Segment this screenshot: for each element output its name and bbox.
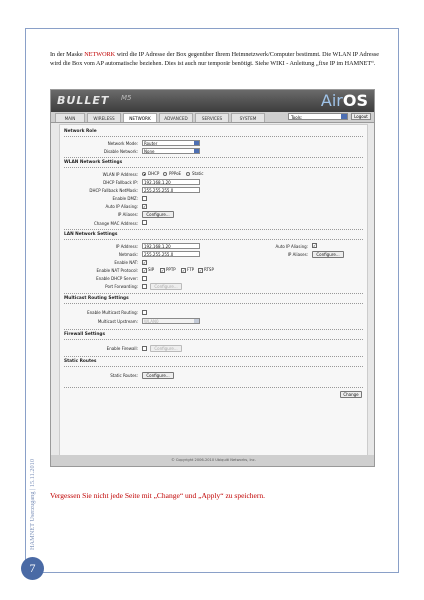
network-settings-panel xyxy=(59,124,368,457)
intro-paragraph xyxy=(50,50,390,68)
disable-network-select[interactable]: None xyxy=(142,148,200,154)
side-footer xyxy=(26,438,36,558)
dhcp-fallback-ip-input[interactable]: 192.168.1.20 xyxy=(142,179,200,185)
lan-aliases-configure-button[interactable]: Configure... xyxy=(312,251,344,258)
divider xyxy=(64,157,363,158)
divider xyxy=(64,339,363,340)
section-multicast: Multicast Routing Settings xyxy=(64,296,129,301)
chevron-down-icon xyxy=(194,149,199,153)
lan-netmask-input[interactable]: 255.255.255.0 xyxy=(142,251,200,257)
disable-network-label: Disable Network: xyxy=(103,149,138,154)
enable-firewall-label: Enable Firewall: xyxy=(106,346,138,351)
static-routes-label: Static Routes: xyxy=(110,373,138,378)
change-mac-checkbox[interactable] xyxy=(142,220,147,225)
tab-system[interactable]: SYSTEM xyxy=(231,113,265,122)
port-forwarding-label: Port Forwarding: xyxy=(105,284,138,289)
tab-services[interactable]: SERVICES xyxy=(195,113,229,122)
network-mode-select[interactable]: Router xyxy=(142,140,200,146)
chevron-down-icon xyxy=(194,319,199,323)
enable-dhcp-label: Enable DHCP Server: xyxy=(96,276,138,281)
radio-dhcp[interactable] xyxy=(142,172,146,176)
chevron-down-icon xyxy=(194,141,199,145)
divider xyxy=(64,329,363,330)
multicast-upstream-label: Multicast Upstream: xyxy=(97,319,138,324)
radio-pppoe-label: PPPoE xyxy=(169,171,182,176)
nat-protocol-label: Enable NAT Protocol: xyxy=(96,268,138,273)
nat-pptp-checkbox[interactable]: ✓ xyxy=(161,268,165,273)
router-screenshot xyxy=(50,89,375,467)
enable-dmz-checkbox[interactable] xyxy=(142,196,147,201)
copyright-footer: © Copyright 2006-2010 Ubiquiti Networks, Inc. xyxy=(51,455,375,466)
dhcp-fallback-mask-input[interactable]: 255.255.255.0 xyxy=(142,187,200,193)
intro-text-2: wird die IP Adresse der Box gegenüber Ihrem Heimnetzwerk/Computer bestimmt. Die WLAN IP Adresse wird die Box vom AP automatische beziehen. Dies ist auch nur temporär benötigt. Siehe WIKI - Anleitung „fixe IP im HAMNET“. xyxy=(50,51,380,67)
intro-network-keyword: NETWORK xyxy=(84,51,116,58)
dhcp-fallback-mask-label: DHCP Fallback NetMask: xyxy=(89,188,138,193)
enable-nat-label: Enable NAT: xyxy=(114,260,138,265)
lan-auto-alias-checkbox[interactable]: ✓ xyxy=(313,243,317,248)
wlan-auto-alias-checkbox[interactable]: ✓ xyxy=(143,204,147,209)
firewall-configure-button[interactable]: Configure... xyxy=(150,345,182,352)
nat-rtsp-checkbox[interactable]: ✓ xyxy=(199,268,203,273)
section-lan: LAN Network Settings xyxy=(64,232,118,237)
page-number: 7 xyxy=(21,557,44,580)
enable-dmz-label: Enable DMZ: xyxy=(112,196,138,201)
enable-nat-checkbox[interactable]: ✓ xyxy=(143,260,147,265)
divider xyxy=(64,293,363,294)
wlan-aliases-configure-button[interactable]: Configure... xyxy=(142,211,174,218)
lan-netmask-label: Netmask: xyxy=(118,252,138,257)
section-wlan: WLAN Network Settings xyxy=(64,160,123,165)
divider xyxy=(64,366,363,367)
brand-model: M5 xyxy=(121,94,132,102)
save-reminder: Vergessen Sie nicht jede Seite mit „Change“ und „Apply“ zu speichern. xyxy=(50,491,266,500)
nat-pptp-label: PPTP xyxy=(166,267,176,272)
tab-network[interactable]: NETWORK xyxy=(123,113,157,122)
side-footer-text: HAMNET Userzugang | 15.11.2010 xyxy=(29,459,36,550)
section-firewall: Firewall Settings xyxy=(64,332,106,337)
port-forwarding-configure-button[interactable]: Configure... xyxy=(150,283,182,290)
port-forwarding-checkbox[interactable] xyxy=(142,284,147,289)
wlan-ip-aliases-label: IP Aliases: xyxy=(117,212,138,217)
divider xyxy=(64,229,363,230)
divider xyxy=(64,303,363,304)
static-routes-configure-button[interactable]: Configure... xyxy=(142,372,174,379)
router-header xyxy=(51,90,374,112)
tab-advanced[interactable]: ADVANCED xyxy=(159,113,193,122)
nat-sip-checkbox[interactable]: ✓ xyxy=(143,268,147,273)
router-tabs xyxy=(51,112,374,123)
multicast-enable-checkbox[interactable] xyxy=(142,310,147,315)
enable-dhcp-checkbox[interactable] xyxy=(142,276,147,281)
brand-logo: BULLET xyxy=(57,94,110,107)
lan-auto-alias-label: Auto IP Aliasing: xyxy=(275,244,308,249)
radio-static-label: Static xyxy=(192,171,204,176)
network-mode-label: Network Mode: xyxy=(107,141,138,146)
radio-pppoe[interactable] xyxy=(163,172,167,176)
lan-ip-label: IP Address: xyxy=(115,244,138,249)
change-mac-label: Change MAC Address: xyxy=(93,221,138,226)
radio-dhcp-label: DHCP xyxy=(148,171,160,176)
intro-text-1: In der Maske xyxy=(50,51,85,58)
radio-static[interactable] xyxy=(186,172,190,176)
section-static-routes: Static Routes xyxy=(64,359,97,364)
wlan-auto-alias-label: Auto IP Aliasing: xyxy=(105,204,138,209)
nat-sip-label: SIP xyxy=(148,267,155,272)
multicast-upstream-select[interactable]: WLAN0 xyxy=(142,318,200,324)
enable-firewall-checkbox[interactable] xyxy=(142,346,147,351)
multicast-enable-label: Enable Multicast Routing: xyxy=(87,310,138,315)
tab-wireless[interactable]: WIRELESS xyxy=(87,113,121,122)
divider xyxy=(64,136,363,137)
dhcp-fallback-ip-label: DHCP Fallback IP: xyxy=(103,180,138,185)
divider xyxy=(64,239,363,240)
section-network-role: Network Role xyxy=(64,129,97,134)
divider xyxy=(64,167,363,168)
tools-select[interactable]: Tools: xyxy=(288,113,348,120)
nat-rtsp-label: RTSP xyxy=(204,267,214,272)
airos-logo: AirOS xyxy=(320,91,368,110)
divider xyxy=(64,387,363,388)
lan-ip-input[interactable]: 192.168.1.20 xyxy=(142,243,200,249)
lan-ip-aliases-label: IP Aliases: xyxy=(287,252,308,257)
divider xyxy=(64,356,363,357)
nat-ftp-checkbox[interactable]: ✓ xyxy=(182,268,186,273)
nat-ftp-label: FTP xyxy=(187,267,195,272)
wlan-ip-label: WLAN IP Address: xyxy=(102,172,138,177)
logout-button[interactable]: Logout xyxy=(351,113,371,120)
tab-main[interactable]: MAIN xyxy=(55,113,85,122)
change-button[interactable]: Change xyxy=(340,391,362,398)
